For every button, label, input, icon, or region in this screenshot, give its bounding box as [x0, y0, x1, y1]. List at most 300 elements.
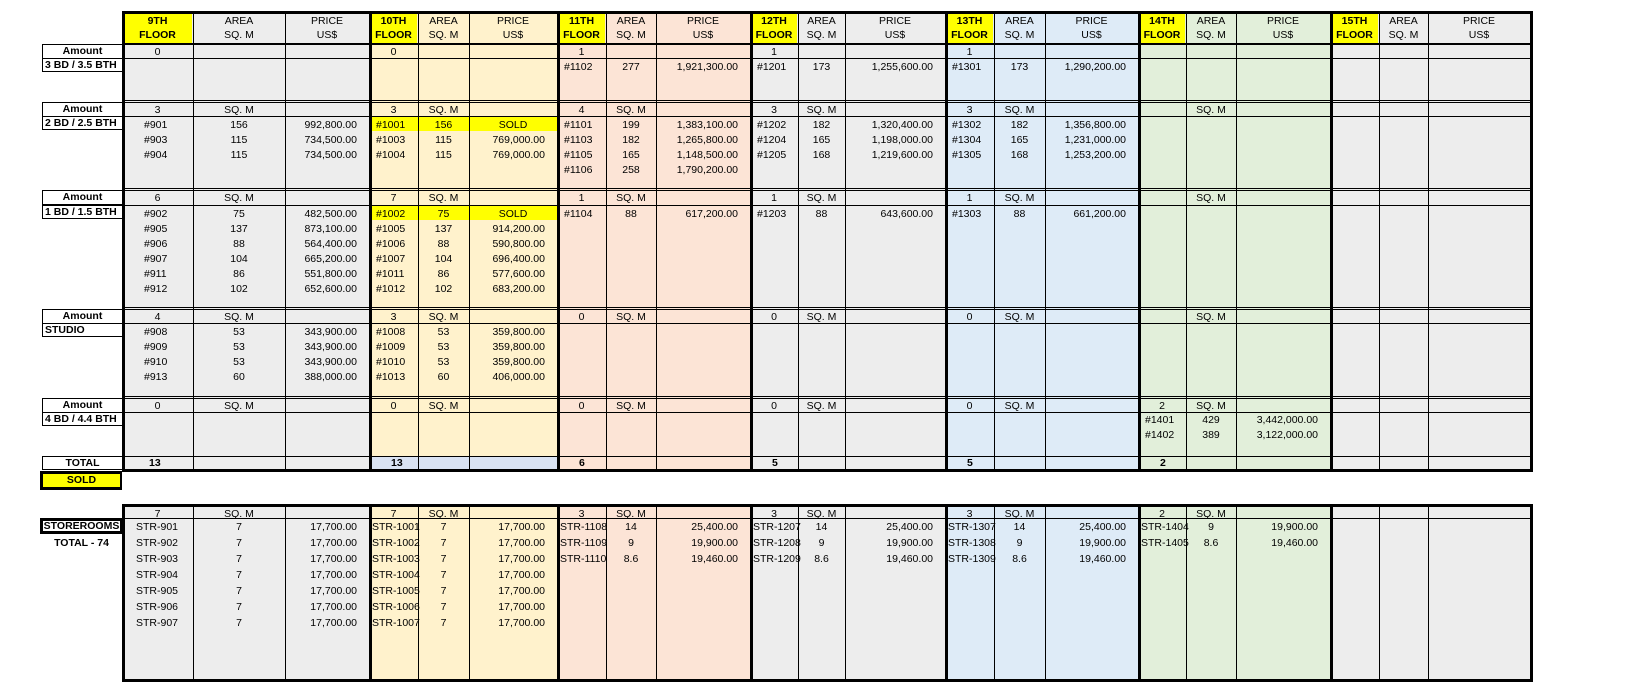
storeroom-price: 25,400.00	[691, 521, 738, 533]
sqm-label: SQ. M	[616, 400, 646, 412]
section-gap-line	[122, 100, 1533, 101]
storeroom-number: STR-1109	[560, 537, 608, 549]
unit-type-label: 4 BD / 4.4 BTH	[45, 413, 117, 425]
price-header-line1: PRICE	[496, 14, 530, 27]
floor-number: 12TH	[761, 14, 787, 27]
storeroom-price: 19,900.00	[1271, 521, 1318, 533]
amount-value: 1	[771, 46, 777, 58]
unit-price: 617,200.00	[685, 208, 738, 220]
column-divider-line	[656, 11, 657, 694]
unit-number: #910	[144, 356, 168, 368]
unit-area: 137	[434, 223, 453, 235]
unit-area: 156	[434, 119, 453, 131]
unit-number: #907	[144, 253, 168, 265]
unit-price: 661,200.00	[1073, 208, 1126, 220]
storeroom-number: STR-902	[136, 537, 179, 549]
amount-value	[1330, 45, 1379, 59]
amount-value: 7	[390, 192, 397, 204]
unit-price: 590,800.00	[492, 238, 545, 250]
storeroom-area: 8.6	[1203, 537, 1219, 549]
storeroom-amount: 3	[966, 508, 973, 520]
unit-price: 359,800.00	[492, 326, 545, 338]
storeroom-price: 17,700.00	[310, 569, 357, 581]
unit-area: 165	[622, 149, 640, 161]
amount-value	[1138, 45, 1186, 59]
storeroom-price: 19,460.00	[691, 553, 738, 565]
price-header-line1: PRICE	[1462, 14, 1496, 27]
unit-price: 1,383,100.00	[676, 119, 738, 131]
floor-total-value: 5	[967, 457, 973, 469]
unit-number: #1106	[564, 164, 593, 176]
unit-price: 769,000.00	[492, 149, 545, 161]
floor-header	[122, 11, 193, 44]
price-header-line1: PRICE	[878, 14, 912, 27]
section-gap-line	[122, 188, 1533, 189]
unit-area: 182	[1010, 119, 1029, 131]
amount-value	[1330, 310, 1379, 324]
storeroom-price: 17,700.00	[498, 617, 545, 629]
unit-number: #1304	[952, 134, 982, 146]
unit-area: 429	[1202, 414, 1220, 426]
sqm-label: SQ. M	[806, 192, 837, 204]
storeroom-area: 9	[1208, 521, 1214, 533]
unit-price: 1,198,000.00	[871, 134, 933, 146]
amount-value: 3	[390, 104, 397, 116]
unit-number: #1006	[376, 238, 406, 250]
floor-number: 9TH	[147, 14, 168, 27]
unit-number: #1301	[952, 61, 982, 73]
storeroom-price: 17,700.00	[310, 585, 357, 597]
floor-total-value: 2	[1160, 457, 1166, 469]
storeroom-price: 17,700.00	[498, 585, 545, 597]
unit-number: #1401	[1145, 414, 1175, 426]
column-divider-line	[469, 206, 470, 220]
area-header-line1: AREA	[616, 14, 646, 27]
sqm-label: SQ. M	[806, 400, 837, 412]
amount-value	[1330, 103, 1379, 117]
unit-area: 88	[625, 208, 637, 220]
unit-area: 182	[622, 134, 640, 146]
floor-header	[557, 11, 606, 44]
unit-price: 1,356,800.00	[1064, 119, 1126, 131]
amount-value: 0	[390, 46, 397, 58]
floor-header	[1138, 11, 1186, 44]
amount-value: 4	[578, 104, 585, 116]
storeroom-number: STR-907	[136, 617, 179, 629]
sqm-label: SQ. M	[428, 508, 459, 520]
price-header-line2: US$	[502, 28, 524, 41]
sqm-label: SQ. M	[1004, 508, 1035, 520]
unit-number: #911	[144, 268, 167, 280]
sqm-label: SQ. M	[1196, 400, 1226, 412]
floor-total-value: 5	[772, 457, 778, 469]
sqm-label: SQ. M	[1004, 400, 1035, 412]
storeroom-price: 17,700.00	[498, 569, 545, 581]
storeroom-number: STR-903	[136, 553, 179, 565]
column-divider-line	[1236, 11, 1237, 694]
unit-price: 769,000.00	[492, 134, 545, 146]
floor-word: FLOOR	[1336, 28, 1373, 41]
storerooms-label: STOREROOMS	[43, 520, 120, 532]
price-header-line2: US$	[316, 28, 338, 41]
storeroom-area: 7	[236, 569, 242, 581]
storeroom-area: 9	[818, 537, 825, 549]
storeroom-price: 17,700.00	[310, 521, 357, 533]
storeroom-price: 25,400.00	[1079, 521, 1126, 533]
area-header-line1: AREA	[807, 14, 836, 27]
floor-number: 10TH	[380, 14, 407, 27]
price-header	[1236, 11, 1330, 44]
sqm-label: SQ. M	[224, 104, 254, 116]
storeroom-area: 7	[440, 537, 447, 549]
storeroom-number: STR-1002	[372, 537, 420, 549]
floor-word: FLOOR	[375, 28, 412, 41]
unit-area: 75	[437, 208, 450, 220]
sqm-label: SQ. M	[616, 192, 646, 204]
area-header	[606, 11, 656, 44]
storeroom-amount	[1330, 507, 1379, 521]
amount-label: Amount	[62, 103, 103, 115]
floor-total-value: 6	[579, 457, 585, 469]
storeroom-number: STR-1208	[753, 537, 801, 549]
sqm-label: SQ. M	[428, 311, 459, 323]
area-header	[1186, 11, 1236, 44]
storeroom-area: 9	[628, 537, 634, 549]
amount-value: 1	[578, 46, 585, 58]
unit-price: 3,122,000.00	[1256, 429, 1318, 441]
storeroom-area: 14	[625, 521, 637, 533]
unit-price: 1,255,600.00	[871, 61, 933, 73]
amount-value: 1	[966, 46, 973, 58]
amount-value: 0	[966, 311, 973, 323]
unit-area: 156	[230, 119, 248, 131]
storerooms-total-label: TOTAL - 74	[54, 537, 109, 549]
unit-number: #1007	[376, 253, 406, 265]
price-header	[469, 11, 557, 44]
area-header	[994, 11, 1045, 44]
floor-word: FLOOR	[1143, 28, 1181, 41]
sqm-label: SQ. M	[1196, 192, 1226, 204]
total-summary-cell	[470, 457, 557, 469]
unit-area: 258	[622, 164, 640, 176]
sqm-label: SQ. M	[806, 508, 837, 520]
storeroom-number: STR-905	[136, 585, 179, 597]
storeroom-amount: 3	[578, 508, 585, 520]
sqm-label: SQ. M	[1196, 104, 1226, 116]
sqm-label: SQ. M	[1004, 192, 1035, 204]
price-header	[845, 11, 945, 44]
unit-type-label: 3 BD / 3.5 BTH	[45, 59, 117, 71]
floor-number: 13TH	[956, 14, 983, 27]
amount-value: 4	[154, 311, 161, 323]
floor-number: 15TH	[1341, 14, 1368, 27]
unit-number: #1004	[376, 149, 406, 161]
storeroom-area: 8.6	[623, 553, 639, 565]
area-header	[418, 11, 469, 44]
page-bottom	[120, 682, 1535, 694]
unit-number: #1303	[952, 208, 982, 220]
unit-number: #1101	[564, 119, 593, 131]
amount-label: Amount	[62, 399, 103, 411]
unit-price: 643,600.00	[880, 208, 933, 220]
storeroom-number: STR-1209	[753, 553, 801, 565]
column-divider-line	[845, 11, 846, 694]
storeroom-area: 8.6	[814, 553, 829, 565]
storeroom-price: 17,700.00	[498, 553, 545, 565]
unit-price: 564,400.00	[304, 238, 357, 250]
sqm-label: SQ. M	[428, 104, 459, 116]
unit-number: #1102	[564, 61, 593, 73]
storeroom-price: 17,700.00	[310, 601, 357, 613]
floor-header	[369, 11, 418, 44]
unit-area: 389	[1202, 429, 1220, 441]
unit-area: 88	[233, 238, 245, 250]
sqm-label: SQ. M	[1004, 311, 1035, 323]
sqm-label: SQ. M	[1196, 311, 1226, 323]
unit-area: 165	[1010, 134, 1029, 146]
unit-number: #1302	[952, 119, 982, 131]
price-header-line2: US$	[1272, 28, 1294, 41]
unit-number: #903	[144, 134, 168, 146]
sqm-label: SQ. M	[224, 311, 254, 323]
area-header	[193, 11, 285, 44]
unit-price: 343,900.00	[304, 326, 357, 338]
storeroom-area: 7	[440, 601, 447, 613]
unit-number: #1205	[757, 149, 787, 161]
unit-number: #1009	[376, 341, 406, 353]
unit-number: #1203	[757, 208, 787, 220]
amount-value	[1138, 191, 1186, 205]
unit-area: 168	[1010, 149, 1029, 161]
unit-price: 1,320,400.00	[871, 119, 933, 131]
table-gap	[122, 472, 1534, 504]
price-header	[1428, 11, 1530, 44]
area-header-line2: SQ. M	[1388, 28, 1419, 41]
unit-number: #912	[144, 283, 168, 295]
section-gap-line	[122, 396, 1533, 397]
unit-price: 406,000.00	[492, 371, 545, 383]
storeroom-price: 17,700.00	[498, 537, 545, 549]
price-header	[1045, 11, 1138, 44]
unit-type-label: STUDIO	[45, 324, 85, 336]
storeroom-price: 19,900.00	[1079, 537, 1126, 549]
unit-price: 551,800.00	[304, 268, 357, 280]
unit-number: #905	[144, 223, 168, 235]
amount-value: 3	[390, 311, 397, 323]
price-header-line2: US$	[692, 28, 714, 41]
unit-number: #1105	[564, 149, 593, 161]
unit-area: 165	[812, 134, 831, 146]
unit-area: 199	[622, 119, 640, 131]
unit-price: SOLD	[498, 208, 528, 220]
sqm-label: SQ. M	[1196, 508, 1226, 520]
amount-value: 1	[966, 192, 973, 204]
unit-number: #1001	[376, 119, 406, 131]
amount-label: Amount	[62, 45, 103, 57]
unit-number: #902	[144, 208, 168, 220]
area-header-line2: SQ. M	[1004, 28, 1035, 41]
area-header-line1: AREA	[1005, 14, 1034, 27]
unit-number: #1402	[1145, 429, 1175, 441]
sqm-label: SQ. M	[806, 311, 837, 323]
sqm-label: SQ. M	[428, 192, 459, 204]
storeroom-area: 8.6	[1012, 553, 1027, 565]
unit-area: 60	[233, 371, 245, 383]
unit-area: 173	[812, 61, 831, 73]
amount-value	[1330, 191, 1379, 205]
unit-price: 734,500.00	[304, 149, 357, 161]
unit-price: 1,148,500.00	[676, 149, 738, 161]
unit-area: 104	[230, 253, 248, 265]
amount-row-bottom-line	[122, 205, 1533, 206]
storeroom-area: 7	[440, 553, 447, 565]
storeroom-price: 19,460.00	[886, 553, 933, 565]
column-divider-line	[1045, 11, 1046, 694]
unit-price: 734,500.00	[304, 134, 357, 146]
storeroom-amount: 7	[154, 508, 161, 520]
floor-divider-line	[1530, 11, 1533, 694]
unit-number: #1011	[376, 268, 405, 280]
unit-number: #913	[144, 371, 168, 383]
storeroom-number: STR-1308	[948, 537, 996, 549]
amount-value: 1	[771, 192, 777, 204]
unit-price: 359,800.00	[492, 341, 545, 353]
unit-number: #909	[144, 341, 168, 353]
floor-total-value	[1352, 456, 1392, 470]
unit-number: #1003	[376, 134, 406, 146]
unit-area: 53	[233, 356, 245, 368]
unit-number: #1201	[757, 61, 787, 73]
storeroom-area: 7	[440, 569, 447, 581]
amount-value	[1138, 310, 1186, 324]
storeroom-number: STR-1003	[372, 553, 420, 565]
unit-number: #1013	[376, 371, 406, 383]
amount-value: 3	[771, 104, 777, 116]
unit-area: 53	[233, 341, 245, 353]
amount-value: 6	[154, 192, 161, 204]
area-header-line2: SQ. M	[616, 28, 646, 41]
unit-number: #1103	[564, 134, 593, 146]
unit-number: #1008	[376, 326, 406, 338]
unit-price: 482,500.00	[304, 208, 357, 220]
unit-number: #1204	[757, 134, 787, 146]
unit-area: 86	[437, 268, 450, 280]
sqm-label: SQ. M	[616, 508, 646, 520]
storeroom-number: STR-1007	[372, 617, 420, 629]
amount-row-bottom-line	[122, 58, 1533, 59]
unit-number: #1005	[376, 223, 406, 235]
floor-word: FLOOR	[563, 28, 600, 41]
area-header-line1: AREA	[1389, 14, 1418, 27]
storeroom-number: STR-1405	[1141, 537, 1189, 549]
floor-total-value: 13	[149, 457, 161, 469]
unit-price: 1,265,800.00	[676, 134, 738, 146]
unit-type-label: 2 BD / 2.5 BTH	[45, 117, 117, 129]
storeroom-area: 9	[1016, 537, 1023, 549]
unit-area: 75	[233, 208, 245, 220]
storeroom-price: 17,700.00	[310, 537, 357, 549]
total-label: TOTAL	[65, 457, 100, 469]
unit-number: #904	[144, 149, 168, 161]
unit-area: 102	[230, 283, 248, 295]
unit-area: 182	[812, 119, 831, 131]
storeroom-area: 7	[236, 537, 242, 549]
amount-label: Amount	[62, 191, 103, 203]
price-header-line1: PRICE	[310, 14, 344, 27]
unit-number: #906	[144, 238, 168, 250]
storeroom-number: STR-1006	[372, 601, 420, 613]
unit-area: 53	[437, 356, 450, 368]
storeroom-area: 14	[1013, 521, 1026, 533]
storeroom-area: 7	[236, 521, 242, 533]
unit-price: 665,200.00	[304, 253, 357, 265]
storeroom-amount: 3	[771, 508, 777, 520]
unit-price: 343,900.00	[304, 356, 357, 368]
storeroom-number: STR-904	[136, 569, 179, 581]
unit-area: 137	[230, 223, 248, 235]
unit-number: #1104	[564, 208, 593, 220]
storeroom-amount: 7	[390, 508, 397, 520]
floor-word: FLOOR	[139, 28, 176, 41]
unit-area: 104	[434, 253, 453, 265]
storeroom-number: STR-1307	[948, 521, 996, 533]
storeroom-number: STR-1005	[372, 585, 420, 597]
storeroom-number: STR-1207	[753, 521, 801, 533]
unit-number: #1010	[376, 356, 406, 368]
storeroom-number: STR-1004	[372, 569, 420, 581]
floor-number: 11TH	[568, 14, 595, 27]
unit-price: 577,600.00	[492, 268, 545, 280]
storeroom-area: 7	[236, 585, 242, 597]
unit-price: 696,400.00	[492, 253, 545, 265]
unit-price: 1,921,300.00	[676, 61, 738, 73]
unit-area: 86	[233, 268, 245, 280]
sqm-label: SQ. M	[224, 508, 254, 520]
price-header	[656, 11, 750, 44]
amount-label: Amount	[62, 310, 103, 322]
amount-value: 3	[966, 104, 973, 116]
floor-header	[945, 11, 994, 44]
price-header-line2: US$	[884, 28, 906, 41]
sold-legend-label: SOLD	[66, 474, 97, 486]
sqm-label: SQ. M	[616, 311, 646, 323]
unit-price: SOLD	[498, 119, 528, 131]
unit-area: 60	[437, 371, 450, 383]
area-header-line2: SQ. M	[1196, 28, 1226, 41]
storeroom-number: STR-1110	[560, 553, 607, 565]
price-header	[285, 11, 369, 44]
storeroom-price: 19,460.00	[1271, 537, 1318, 549]
unit-area: 168	[812, 149, 831, 161]
unit-price: 3,442,000.00	[1256, 414, 1318, 426]
column-divider-line	[1428, 11, 1429, 694]
floor-header	[1330, 11, 1379, 44]
unit-number: #908	[144, 326, 168, 338]
table-top-border	[122, 11, 1533, 14]
storeroom-number: STR-1404	[1141, 521, 1189, 533]
sqm-label: SQ. M	[1004, 104, 1035, 116]
unit-price: 359,800.00	[492, 356, 545, 368]
storeroom-area: 7	[236, 601, 242, 613]
area-header	[798, 11, 845, 44]
storeroom-amount: 2	[1159, 508, 1165, 520]
unit-area: 53	[233, 326, 245, 338]
floor-number: 14TH	[1149, 14, 1175, 27]
storeroom-area: 7	[236, 553, 242, 565]
area-header-line1: AREA	[429, 14, 458, 27]
unit-number: #1202	[757, 119, 787, 131]
amount-value: 0	[578, 311, 585, 323]
